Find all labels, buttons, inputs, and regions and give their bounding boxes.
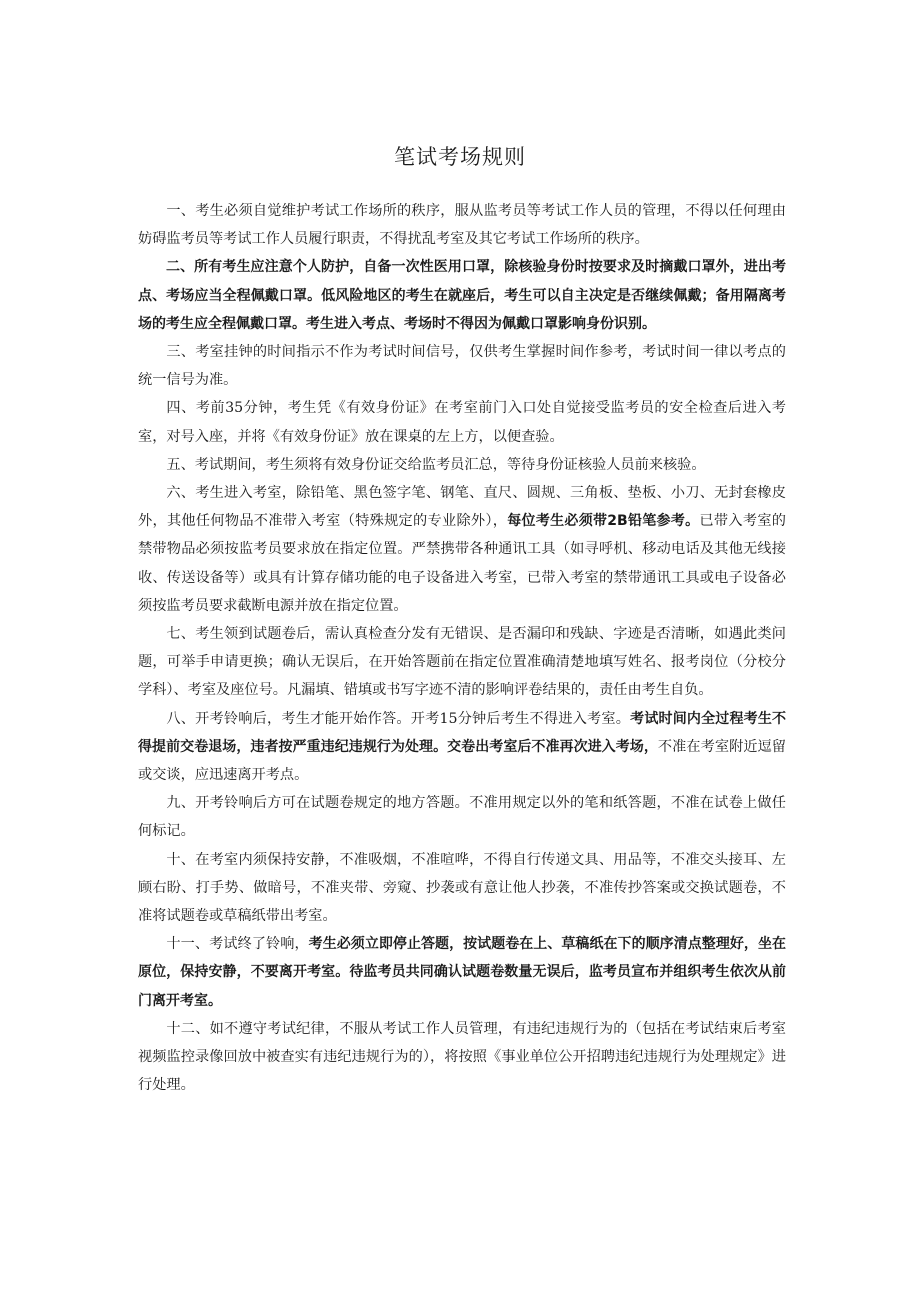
rule-6-part-c: 已带入考室的禁带物品必须按监考员要求放在指定位置。严禁携带各种通讯工具（如寻呼机、移动电话及其他无线接收、传送设备等）或具有计算存储功能的电子设备进入考室，已带入考室的禁带通讯工具或电子设备必须按监考员要求截断电源并放在指定位置。 (138, 513, 786, 614)
rule-6-emphasis: 每位考生必须带2B铅笔参考。 (507, 513, 700, 530)
rule-9: 九、开考铃响后方可在试题卷规定的地方答题。不准用规定以外的笔和纸答题，不准在试卷上做任何标记。 (138, 795, 786, 840)
rule-7: 七、考生领到试题卷后，需认真检查分发有无错误、是否漏印和残缺、字迹是否清晰，如遇此类问题，可举手申请更换；确认无误后，在开始答题前在指定位置准确清楚地填写姓名、报考岗位（分校分学科）、考室及座位号。凡漏填、错填或书写字迹不清的影响评卷结果的，责任由考生自负。 (138, 626, 786, 699)
rule-1: 一、考生必须自觉维护考试工作场所的秩序，服从监考员等考试工作人员的管理，不得以任何理由妨碍监考员等考试工作人员履行职责，不得扰乱考室及其它考试工作场所的秩序。 (138, 203, 786, 248)
rule-8 (138, 705, 786, 790)
page-title: 笔试考场规则 (394, 145, 526, 169)
rule-6 (138, 479, 786, 620)
rule-8-part-c: 不准在考室附近逗留或交谈，应迅速离开考点。 (138, 738, 786, 784)
rule-2: 二、所有考生应注意个人防护，自备一次性医用口罩，除核验身份时按要求及时摘戴口罩外，进出考点、考场应当全程佩戴口罩。低风险地区的考生在就座后，考生可以自主决定是否继续佩戴；备用隔离考场的考生应全程佩戴口罩。考生进入考点、考场时不得因为佩戴口罩影响身份识别。 (138, 259, 786, 332)
rule-6-part-a: 六、考生进入考室，除铅笔、黑色签字笔、钢笔、直尺、圆规、三角板、垫板、小刀、无封套橡皮外，其他任何物品不准带入考室（特殊规定的专业除外）， (138, 485, 786, 530)
rule-12: 十二、如不遵守考试纪律，不服从考试工作人员管理，有违纪违规行为的（包括在考试结束后考室视频监控录像回放中被查实有违纪违规行为的），将按照《事业单位公开招聘违纪违规行为处理规定》进行处理。 (138, 1020, 786, 1094)
rule-3: 三、考室挂钟的时间指示不作为考试时间信号，仅供考生掌握时间作参考，考试时间一律以考点的统一信号为准。 (138, 344, 786, 389)
rule-11-emphasis: 考生必须立即停止答题，按试题卷在上、草稿纸在下的顺序清点整理好，坐在原位，保持安静，不要离开考室。待监考员共同确认试题卷数量无误后，监考员宣布并组织考生依次从前门离开考室。 (138, 936, 786, 1009)
rule-10: 十、在考室内须保持安静，不准吸烟，不准喧哗，不得自行传递文具、用品等，不准交头接耳、左顾右盼、打手势、做暗号，不准夹带、旁窥、抄袭或有意让他人抄袭，不准传抄答案或交换试题卷，不准将试题卷或草稿纸带出考室。 (138, 851, 786, 925)
rule-8-emphasis: 考试时间内全过程考生不得提前交卷退场，违者按严重违纪违规行为处理。交卷出考室后不准再次进入考场， (138, 710, 786, 755)
rule-8-part-a: 八、开考铃响后，考生才能开始作答。开考15分钟后考生不得进入考室。 (166, 710, 631, 727)
rules-body (138, 197, 786, 1100)
rule-5: 五、考试期间，考生须将有效身份证交给监考员汇总，等待身份证核验人员前来核验。 (166, 456, 706, 473)
rule-4: 四、考前35分钟，考生凭《有效身份证》在考室前门入口处自觉接受监考员的安全检查后进入考室，对号入座，并将《有效身份证》放在课桌的左上方，以便查验。 (138, 400, 786, 445)
rule-11 (138, 930, 786, 1015)
rule-11-part-a: 十一、考试终了铃响， (166, 936, 309, 953)
